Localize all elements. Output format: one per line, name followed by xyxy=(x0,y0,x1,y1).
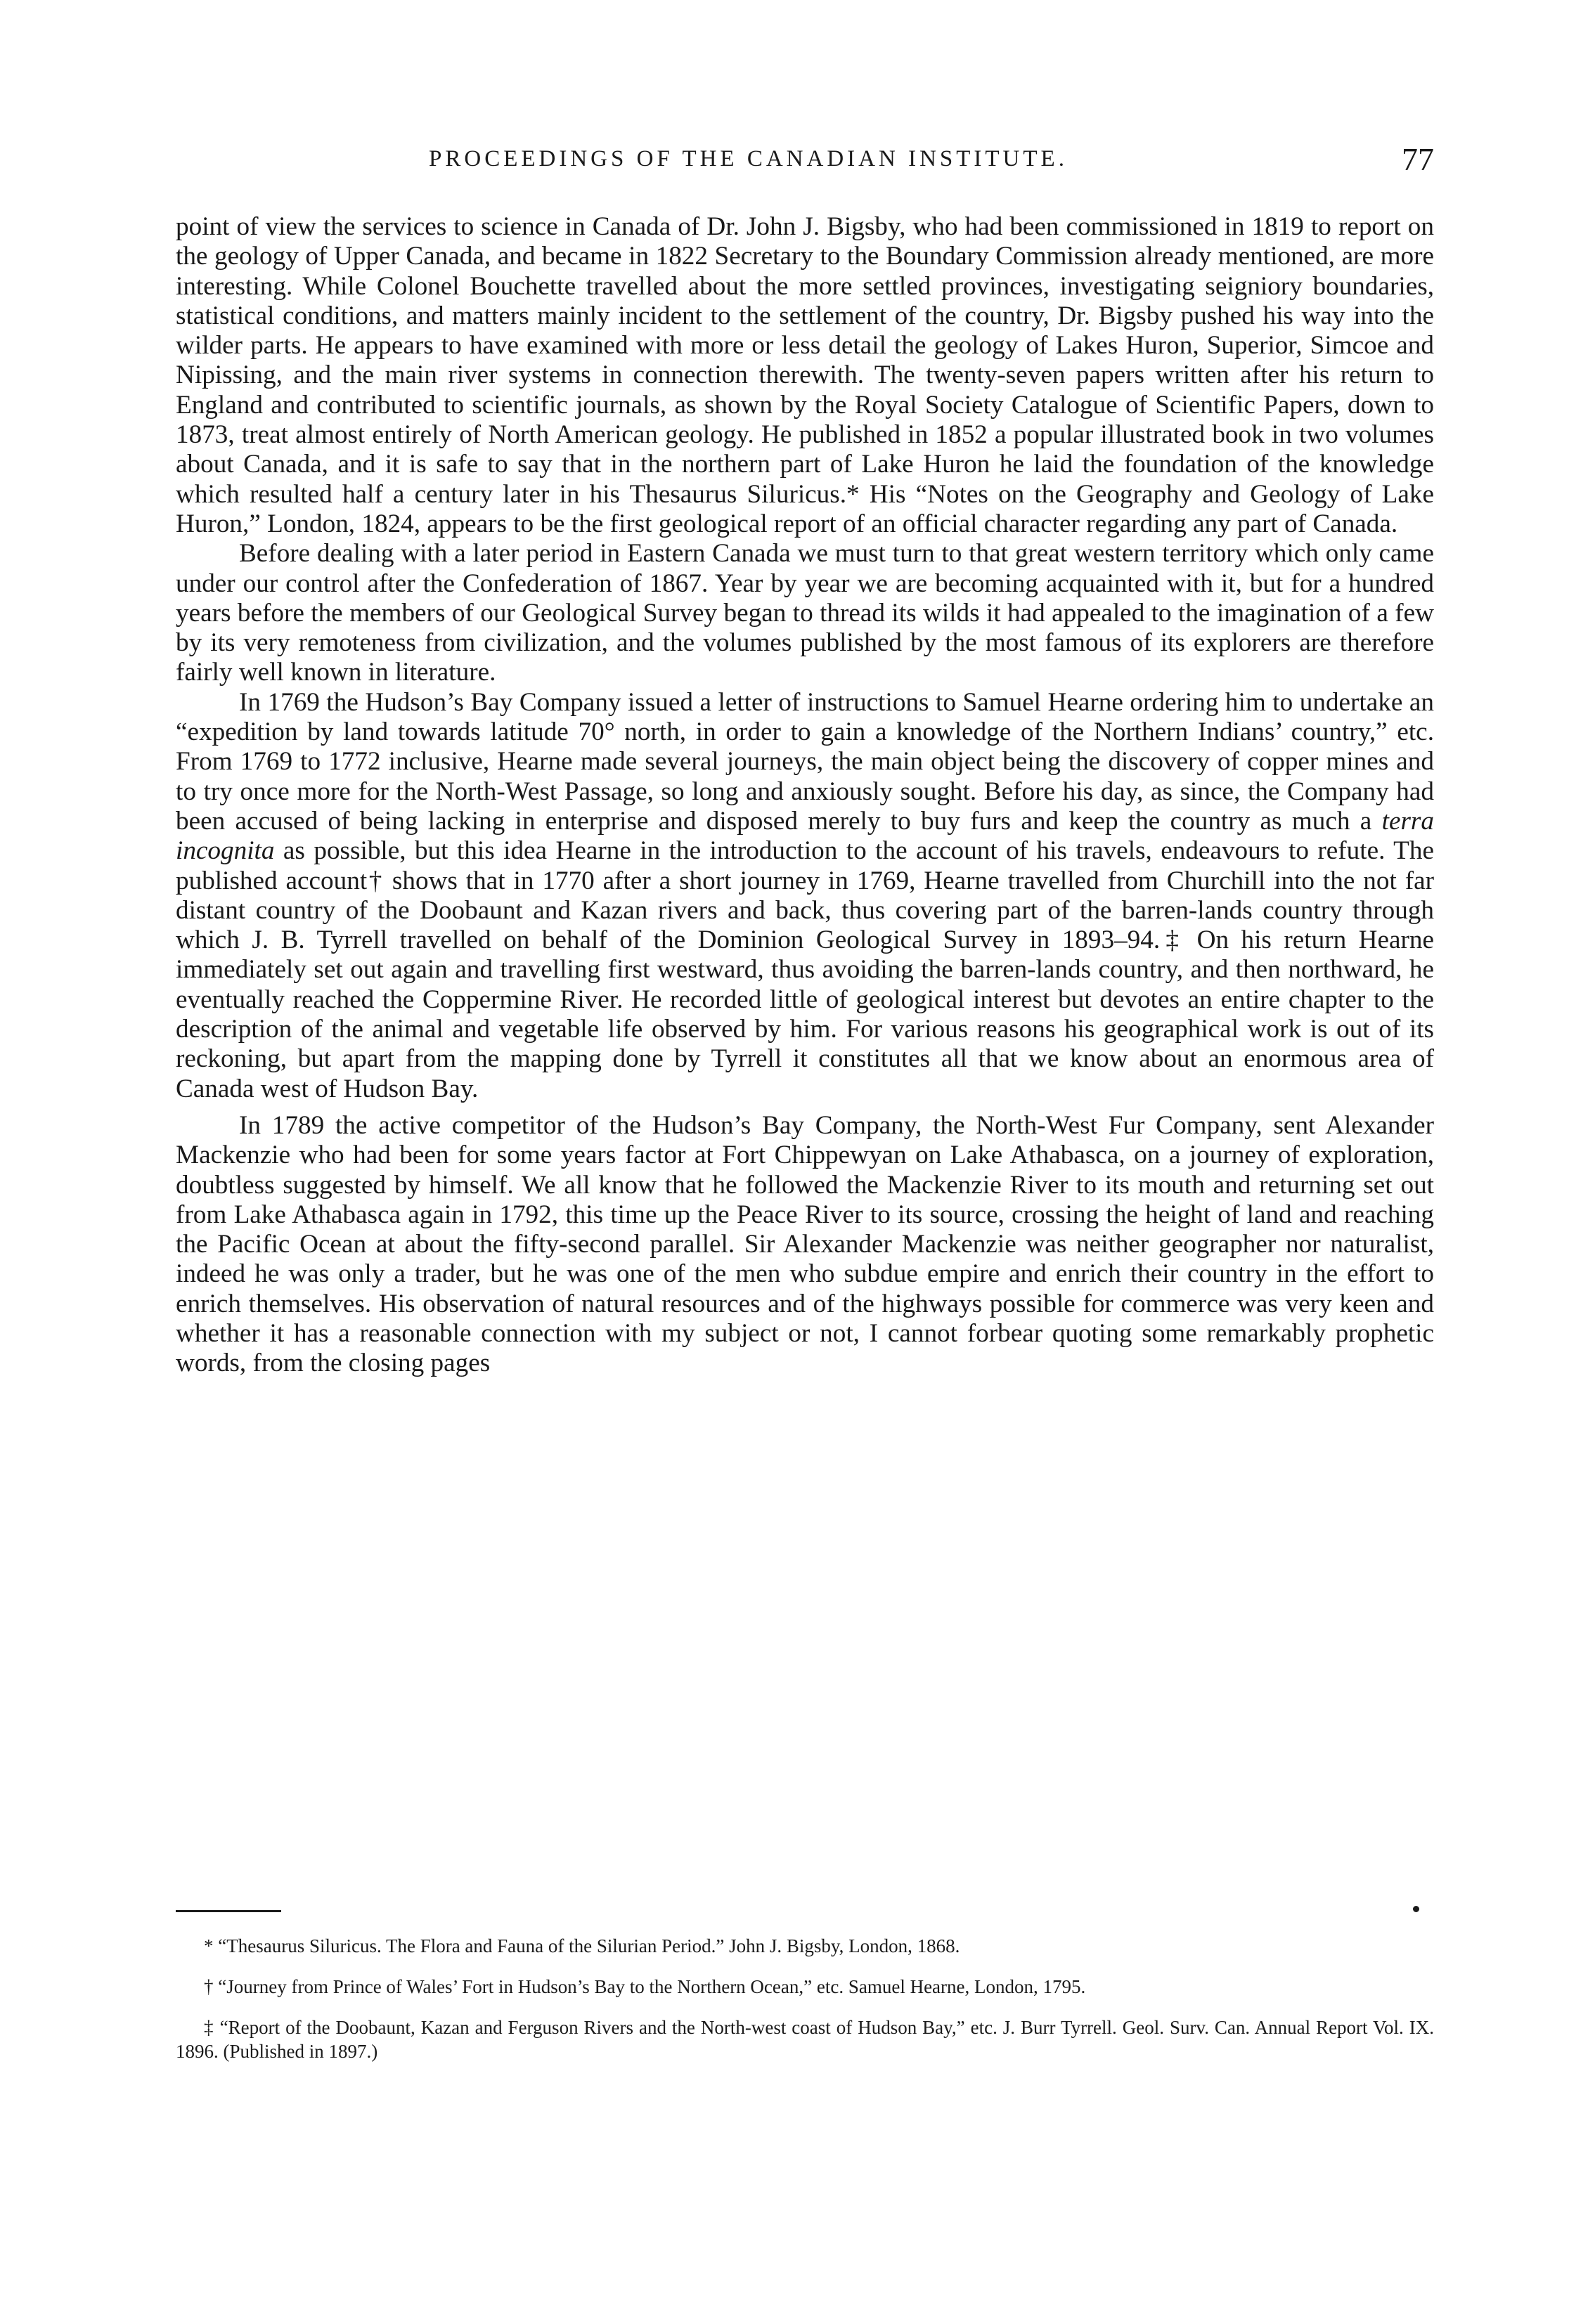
paragraph xyxy=(176,688,1434,1104)
paragraph: point of view the services to science in Canada of Dr. John J. Bigsby, who had been commissioned in 1819 to report on the geology of Upper Canada, and became in 1822 Secretary to the Boundary Commission already mentioned, are more interesting. While Colonel Bouchette travelled about the more settled provinces, investigating seigniory boundaries, statistical conditions, and matters mainly incident to the settlement of the country, Dr. Bigsby pushed his way into the wilder parts. He appears to have examined with more or less detail the geology of Lakes Huron, Superior, Simcoe and Nipissing, and the main river systems in connection therewith. The twenty-seven papers written after his return to England and contributed to scientific journals, as shown by the Royal Society Catalogue of Scientific Papers, down to 1873, treat almost entirely of North American geology. He published in 1852 a popular illustrated book in two volumes about Canada, and it is safe to say that in the northern part of Lake Huron he laid the foundation of the knowledge which resulted half a century later in his Thesaurus Siluricus.* His “Notes on the Geography and Geology of Lake Huron,” London, 1824, appears to be the first geological report of an official character regarding any part of Canada. xyxy=(176,212,1434,538)
paragraph: In 1789 the active competitor of the Hudson’s Bay Company, the North-West Fur Company, sent Alexander Mackenzie who had been for some years factor at Fort Chippewyan on Lake Athabasca, on a journey of exploration, doubtless suggested by himself. We all know that he followed the Mackenzie River to its mouth and returning set out from Lake Athabasca again in 1792, this time up the Peace River to its source, crossing the height of land and reaching the Pacific Ocean at about the fifty-second parallel. Sir Alexander Mackenzie was neither geographer nor naturalist, indeed he was only a trader, but he was one of the men who subdue empire and enrich their country in the effort to enrich themselves. His observation of natural resources and of the highways possible for commerce was very keen and whether it has a reasonable connection with my subject or not, I cannot forbear quoting some remarkably prophetic words, from the closing pages xyxy=(176,1110,1434,1378)
paragraph: Before dealing with a later period in Eastern Canada we must turn to that great western territory which only came under our control after the Confederation of 1867. Year by year we are becoming acquainted with it, but for a hundred years before the members of our Geological Survey began to thread its wilds it had appealed to the imagination of a few by its very remoteness from civilization, and the volumes published by the most famous of its explorers are therefore fairly well known in literature. xyxy=(176,539,1434,687)
page-number: 77 xyxy=(1402,141,1434,177)
footnote: † “Journey from Prince of Wales’ Fort in Hudson’s Bay to the Northern Ocean,” etc. Samuel Hearne, London, 1795. xyxy=(204,1976,1086,1997)
italic-phrase: terra incognita xyxy=(176,806,1434,866)
running-head: PROCEEDINGS OF THE CANADIAN INSTITUTE. xyxy=(429,146,1068,171)
paragraph-text: In 1769 the Hudson’s Bay Company issued a letter of instructions to Samuel Hearne ordering him to undertake an “expedition by land towards latitude 70° north, in order to gain a knowledge of the Northern Indians’ country,” etc. From 1769 to 1772 inclusive, Hearne made several journeys, the main object being the discovery of copper mines and to try once more for the North-West Passage, so long and anxiously sought. Before his day, as since, the Company had been accused of being lacking in enterprise and disposed merely to buy furs and keep the country as much a xyxy=(176,687,1434,836)
paragraph-text: as possible, but this idea Hearne in the introduction to the account of his travels, endeavours to refute. The published account† shows that in 1770 after a short journey in 1769, Hearne travelled from Churchill into the not far distant country of the Doobaunt and Kazan rivers and back, thus covering part of the barren-lands country through which J. B. Tyrrell travelled on behalf of the Dominion Geological Survey in 1893–94.‡ On his return Hearne immediately set out again and travelling first westward, thus avoiding the barren-lands country, and then northward, he eventually reached the Coppermine River. He recorded little of geological interest but devotes an entire chapter to the description of the animal and vegetable life observed by him. For various reasons his geographical work is out of its reckoning, but apart from the mapping done by Tyrrell it constitutes all that we know about an enormous area of Canada west of Hudson Bay. xyxy=(176,836,1434,1103)
footnote: * “Thesaurus Siluricus. The Flora and Fauna of the Silurian Period.” John J. Bigsby, London, 1868. xyxy=(204,1935,960,1956)
print-speck xyxy=(1413,1906,1419,1912)
footnotes xyxy=(176,1934,1434,2080)
body-text xyxy=(176,212,1434,1379)
footnote-divider xyxy=(176,1910,281,1912)
page-header xyxy=(176,141,1434,183)
footnote: ‡ “Report of the Doobaunt, Kazan and Ferguson Rivers and the North-west coast of Hudson Bay,” etc. J. Burr Tyrrell. Geol. Surv. Can. Annual Report Vol. IX. 1896. (Published in 1897.) xyxy=(176,2017,1434,2062)
